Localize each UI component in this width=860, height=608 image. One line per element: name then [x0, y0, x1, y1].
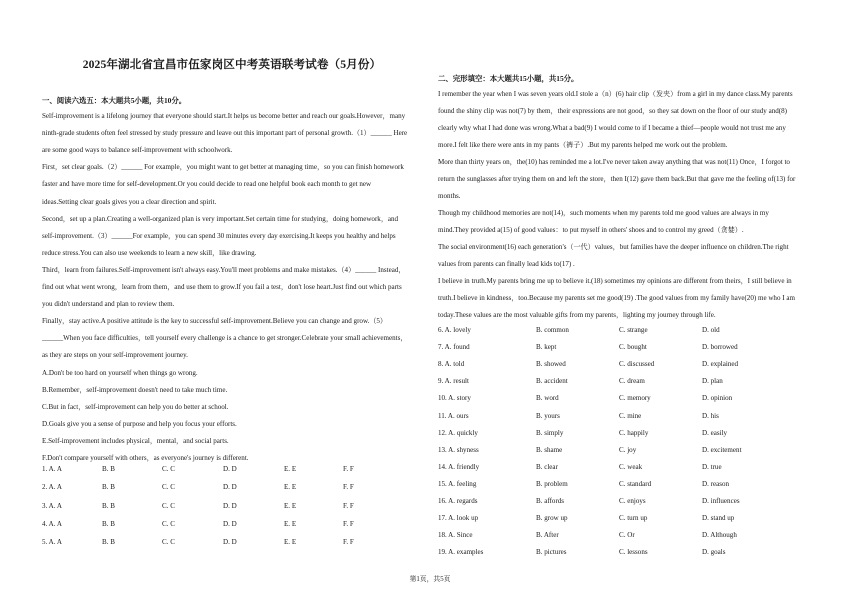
- passage-line: First，set clear goals.（2）______ For example，you might want to get better at managing time，so you can finish homework: [42, 163, 404, 172]
- option-choice[interactable]: C. standard: [619, 479, 652, 488]
- option-choice[interactable]: D. goals: [702, 548, 726, 557]
- passage-line: I remember the year when I was seven years old.I stole a（n）(6) hair clip（发夹）from a girl in my dance class.My parents: [438, 90, 793, 98]
- option-choice[interactable]: B. simply: [536, 428, 564, 437]
- option-choice[interactable]: B. B: [102, 483, 115, 492]
- passage-line: B.Remember，self-improvement doesn't need to take much time.: [42, 385, 228, 394]
- section1-heading: 一、阅读六选五：本大题共5小题，共10分。: [42, 96, 187, 105]
- passage-line: faster and have more time for self-development.Or you could decide to read one helpful book each month to get new: [42, 180, 372, 189]
- option-choice[interactable]: B. problem: [536, 479, 568, 488]
- option-choice[interactable]: D. easily: [702, 428, 728, 437]
- option-choice[interactable]: C. turn up: [619, 514, 648, 523]
- option-choice[interactable]: B. accident: [536, 377, 568, 386]
- option-choice[interactable]: B. clear: [536, 462, 558, 471]
- option-choice[interactable]: 2. A. A: [42, 483, 62, 492]
- section2-heading: 二、完形填空：本大题共15小题，共15分。: [438, 74, 579, 83]
- option-choice[interactable]: C. weak: [619, 462, 643, 471]
- option-choice[interactable]: 3. A. A: [42, 501, 62, 510]
- option-choice[interactable]: 4. A. A: [42, 519, 62, 528]
- passage-line: D.Goals give you a sense of purpose and help you focus your efforts.: [42, 419, 237, 428]
- option-choice[interactable]: D. opinion: [702, 394, 733, 403]
- option-choice[interactable]: B. common: [536, 326, 569, 334]
- option-choice[interactable]: D. D: [223, 538, 237, 547]
- option-choice[interactable]: 1. A. A: [42, 465, 62, 473]
- passage-line: I believe in truth.My parents bring me up to believe it.(18) sometimes my opinions are different from theirs，I still believe in: [438, 277, 792, 285]
- option-choice[interactable]: C. dream: [619, 377, 645, 386]
- option-choice[interactable]: C. C: [162, 519, 175, 528]
- passage-line: E.Self-improvement includes physical，mental，and social parts.: [42, 436, 229, 445]
- option-choice[interactable]: E. E: [284, 501, 297, 510]
- option-choice[interactable]: 8. A. told: [438, 360, 465, 369]
- option-choice[interactable]: B. grow up: [536, 514, 568, 523]
- option-choice[interactable]: C. mine: [619, 411, 642, 420]
- option-choice[interactable]: D. his: [702, 411, 719, 420]
- passage-line: months.: [438, 192, 461, 200]
- passage-line: you didn't understand and plan to review them.: [42, 300, 175, 309]
- passage-line: ______When you face difficulties，tell yourself every challenge is a chance to get stronger.Celebrate your small achievements，: [42, 334, 408, 343]
- passage-line: Self-improvement is a lifelong journey that everyone should start.It helps us become better and reach our goals.However，many: [42, 112, 406, 120]
- option-choice[interactable]: 11. A. ours: [438, 411, 469, 420]
- option-choice[interactable]: B. pictures: [536, 548, 567, 557]
- option-choice[interactable]: D. Although: [702, 531, 737, 540]
- option-choice[interactable]: E. E: [284, 483, 297, 492]
- passage-line: values from parents can finally lead kids to(17) .: [438, 260, 575, 268]
- option-choice[interactable]: 17. A. look up: [438, 514, 479, 523]
- option-choice[interactable]: F. F: [343, 519, 354, 528]
- passage-line: Second，set up a plan.Creating a well-organized plan is very important.Set certain time for studying，doing homework，and: [42, 214, 399, 223]
- option-choice[interactable]: 14. A. friendly: [438, 462, 480, 471]
- passage-line: more.I felt like there were ants in my pants（裤子）.But my parents helped me work out the problem.: [438, 141, 728, 149]
- option-choice[interactable]: 19. A. examples: [438, 548, 484, 557]
- option-choice[interactable]: C. bought: [619, 343, 647, 352]
- option-choice[interactable]: 9. A. result: [438, 377, 469, 386]
- option-choice[interactable]: B. yours: [536, 411, 560, 420]
- passage-line: find out what went wrong，learn from them，and use them to grow.If you fail a test，don't lose heart.Just find out which parts: [42, 283, 402, 291]
- option-choice[interactable]: B. B: [102, 465, 115, 473]
- option-choice[interactable]: C. Or: [619, 531, 635, 540]
- passage-line: truth.I believe in kindness，too.Because my parents set me good(19) .The good values from my family have(20) me who I am: [438, 294, 795, 302]
- option-choice[interactable]: D. reason: [702, 479, 730, 488]
- passage-line: self-improvement.（3）______For example，you can spend 30 minutes every day exercising.It keeps you healthy and helps: [42, 231, 396, 240]
- option-choice[interactable]: B. affords: [536, 497, 565, 505]
- option-choice[interactable]: 7. A. found: [438, 343, 470, 352]
- option-choice[interactable]: C. enjoys: [619, 497, 646, 505]
- option-choice[interactable]: F. F: [343, 483, 354, 492]
- option-choice[interactable]: 6. A. lovely: [438, 326, 471, 334]
- option-choice[interactable]: B. B: [102, 538, 115, 547]
- option-choice[interactable]: B. shame: [536, 445, 563, 454]
- option-choice[interactable]: E. E: [284, 538, 297, 547]
- option-choice[interactable]: B. word: [536, 394, 559, 403]
- passage-line: More than thirty years on，the(10) has reminded me a lot.I've never taken away anything that was not(11) Once，I forgot to: [438, 158, 790, 166]
- passage-line: F.Don't compare yourself with others，as everyone's journey is different.: [42, 454, 249, 462]
- option-choice[interactable]: F. F: [343, 501, 354, 510]
- option-choice[interactable]: C. strange: [619, 326, 648, 334]
- option-choice[interactable]: C. happily: [619, 428, 649, 437]
- option-choice[interactable]: B. kept: [536, 343, 557, 352]
- passage-line: C.But in fact，self-improvement can help you do better at school.: [42, 402, 229, 411]
- option-choice[interactable]: 10. A. story: [438, 394, 471, 403]
- option-choice[interactable]: C. C: [162, 483, 175, 492]
- option-choice[interactable]: D. old: [702, 326, 720, 334]
- option-choice[interactable]: D. explained: [702, 360, 739, 369]
- option-choice[interactable]: D. influences: [702, 497, 740, 505]
- option-choice[interactable]: C. memory: [619, 394, 651, 403]
- passage-line: ninth-grade students often feel stressed by study pressure and leave out this important part of personal growth.（1）______ Here: [42, 129, 408, 138]
- passage-line: return the sunglasses after trying them on and left the store，then I(12) gave them back.But that gave me the feeling of(13) for: [438, 175, 796, 183]
- option-choice[interactable]: C. C: [162, 501, 175, 510]
- option-choice[interactable]: D. D: [223, 519, 237, 528]
- page-title: 2025年湖北省宜昌市伍家岗区中考英语联考试卷（5月份）: [82, 58, 382, 71]
- option-choice[interactable]: D. excitement: [702, 445, 742, 454]
- passage-line: reduce stress.You can also use weekends to learn a new skill，like drawing.: [42, 248, 257, 257]
- passage-line: today.These values are the most valuable gifts from my parents，lighting my journey through life.: [438, 311, 716, 319]
- option-choice[interactable]: C. lessons: [619, 548, 648, 557]
- option-choice[interactable]: 16. A. regards: [438, 497, 478, 505]
- passage-line: Third，learn from failures.Self-improvement isn't always easy.You'll meet problems and make mistakes.（4）______ Instead，: [42, 265, 406, 274]
- option-choice[interactable]: C. discussed: [619, 360, 655, 369]
- passage-line: clearly why what I had done was wrong.What a bad(9) I would come to if I became a thief—people would not trust me any: [438, 124, 786, 132]
- option-choice[interactable]: B. B: [102, 519, 115, 528]
- option-choice[interactable]: E. E: [284, 465, 297, 473]
- passage-line: Though my childhood memories are not(14)，such moments when my parents told me good values are always in my: [438, 209, 769, 217]
- option-choice[interactable]: C. joy: [619, 445, 637, 454]
- passage-line: The social environment(16) each generation's（一代）values，but families have the deeper influence on children.The right: [438, 243, 789, 251]
- option-choice[interactable]: D. stand up: [702, 514, 735, 523]
- option-choice[interactable]: F. F: [343, 538, 354, 547]
- passage-line: as they are steps on your self-improvement journey.: [42, 351, 188, 360]
- option-choice[interactable]: 15. A. feeling: [438, 479, 477, 488]
- passage-line: mind.They provided a(15) of good values：to put myself in others' shoes and to control my greed（贪婪）.: [438, 226, 744, 234]
- option-choice[interactable]: D. plan: [702, 377, 723, 386]
- option-choice[interactable]: B. After: [536, 531, 559, 540]
- passage-line: ideas.Setting clear goals gives you a clear direction and spirit.: [42, 197, 217, 206]
- option-choice[interactable]: D. borrowed: [702, 343, 738, 352]
- option-choice[interactable]: B. showed: [536, 360, 566, 369]
- passage-line: found the shiny clip was not(7) by them，their expressions are not good，so they sat down on the floor of our study and(8): [438, 107, 787, 115]
- option-choice[interactable]: F. F: [343, 465, 354, 473]
- option-choice[interactable]: 5. A. A: [42, 538, 62, 547]
- passage-line: A.Don't be too hard on yourself when things go wrong.: [42, 368, 198, 377]
- passage-line: Finally，stay active.A positive attitude is the key to successful self-improvement.Believe you can change and grow.（5）: [42, 317, 387, 326]
- option-choice[interactable]: C. C: [162, 538, 175, 547]
- option-choice[interactable]: 18. A. Since: [438, 531, 473, 540]
- passage-line: are some good ways to balance self-improvement with schoolwork.: [42, 146, 233, 155]
- option-choice[interactable]: 13. A. shyness: [438, 445, 479, 454]
- option-choice[interactable]: E. E: [284, 519, 297, 528]
- option-choice[interactable]: D. D: [223, 483, 237, 492]
- option-choice[interactable]: D. true: [702, 462, 722, 471]
- option-choice[interactable]: D. D: [223, 465, 237, 473]
- page-footer: 第1页，共5页: [409, 576, 451, 583]
- option-choice[interactable]: C. C: [162, 465, 175, 473]
- option-choice[interactable]: D. D: [223, 501, 237, 510]
- option-choice[interactable]: 12. A. quickly: [438, 428, 478, 437]
- option-choice[interactable]: B. B: [102, 501, 115, 510]
